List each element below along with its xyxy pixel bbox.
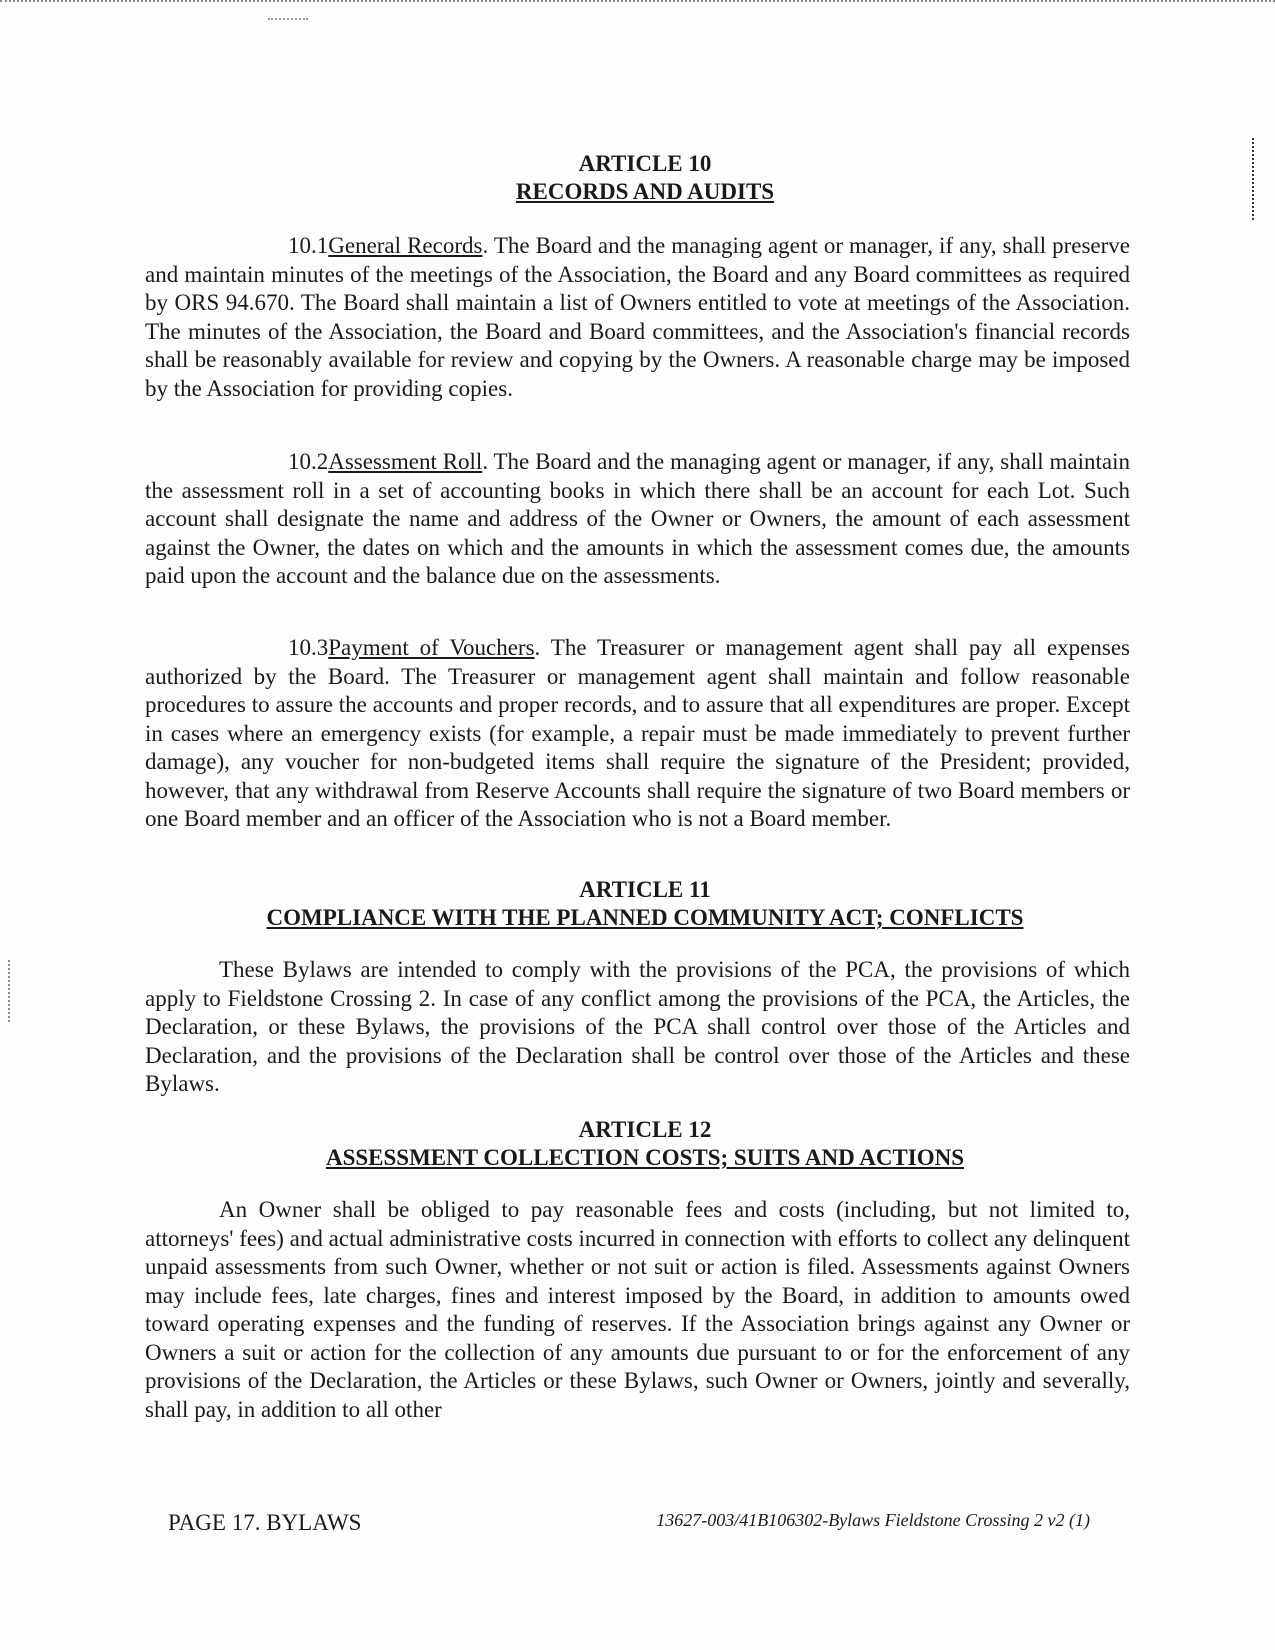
section-10-2-text: . The Board and the managing agent or manager, if any, shall maintain the assessment roll in a set of accounting books in which there shall be an account for each Lot. Such account shall designate the name and address of the Owner or Owners, the amount of each assessment against the Owner, the dates on which and the amounts in which the assessment comes due, the amounts paid upon the account and the balance due on the assessments. — [145, 449, 1130, 588]
section-10-1-text: . The Board and the managing agent or manager, if any, shall preserve and maintain minutes of the meetings of the Association, the Board and any Board committees as required by ORS 94.670. The Board shall maintain a list of Owners entitled to vote at meetings of the Association. The minutes of the Association, the Board and Board committees, and the Association's financial records shall be reasonably available for review and copying by the Owners. A reasonable charge may be imposed by the Association for providing copies. — [145, 233, 1131, 401]
section-10-2-title: Assessment Roll — [328, 449, 483, 474]
section-10-2 — [145, 448, 1130, 591]
scan-artifact-left — [8, 960, 12, 1022]
scan-artifact-top-mark — [268, 18, 308, 22]
section-10-3-number: 10.3 — [288, 635, 329, 660]
section-10-1-number: 10.1 — [288, 233, 329, 258]
article-10-heading — [145, 150, 1145, 206]
footer-page-label: PAGE 17. BYLAWS — [168, 1510, 362, 1535]
section-10-3-title: Payment of Vouchers — [328, 635, 535, 660]
article-11-number: ARTICLE 11 — [579, 877, 711, 902]
article-12-title: ASSESSMENT COLLECTION COSTS; SUITS AND ACTIONS — [325, 1145, 965, 1170]
article-12-text: An Owner shall be obliged to pay reasonable fees and costs (including, but not limited to, attorneys' fees) and actual administrative costs incurred in connection with efforts to collect any delinquent unpaid assessments from such Owner, whether or not suit or action is filed. Assessments against Owners may include fees, late charges, fines and interest imposed by the Board, in addition to amounts owed toward operating expenses and the funding of reserves. If the Association brings against any Owner or Owners a suit or action for the collection of any amounts due pursuant to or for the enforcement of any provisions of the Declaration, the Articles or these Bylaws, such Owner or Owners, jointly and severally, shall pay, in addition to all other — [145, 1197, 1130, 1422]
article-10-number: ARTICLE 10 — [578, 151, 712, 176]
section-10-3 — [145, 634, 1130, 834]
article-11-text: These Bylaws are intended to comply with the provisions of the PCA, the provisions of which apply to Fieldstone Crossing 2. In case of any conflict among the provisions of the PCA, the Articles, the Declaration, or these Bylaws, the provisions of the PCA shall control over those of the Articles and Declaration, and the provisions of the Declaration shall be control over those of the Articles and these Bylaws. — [145, 957, 1130, 1096]
section-10-2-number: 10.2 — [288, 449, 329, 474]
article-10-title: RECORDS AND AUDITS — [515, 179, 775, 204]
article-12-heading — [145, 1116, 1145, 1172]
article-11-heading — [145, 876, 1145, 932]
section-10-1-title: General Records — [328, 233, 483, 258]
article-11-title: COMPLIANCE WITH THE PLANNED COMMUNITY ACT; CONFLICTS — [266, 905, 1024, 930]
scan-artifact-right — [1252, 138, 1257, 220]
section-10-3-text: . The Treasurer or management agent shall pay all expenses authorized by the Board. The Treasurer or management agent shall maintain and follow reasonable procedures to assure the accounts and proper records, and to assure that all expenditures are proper. Except in cases where an emergency exists (for example, a repair must be made immediately to prevent further damage), any voucher for non-budgeted items shall require the signature of the President; provided, however, that any withdrawal from Reserve Accounts shall require the signature of two Board members or one Board member and an officer of the Association who is not a Board member. — [145, 635, 1130, 831]
section-10-1 — [145, 232, 1130, 403]
article-12-body — [145, 1196, 1130, 1424]
scan-artifact-top — [0, 0, 1275, 10]
footer-document-reference: 13627-003/41B106302-Bylaws Fieldstone Crossing 2 v2 (1) — [656, 1510, 1090, 1530]
article-12-number: ARTICLE 12 — [578, 1117, 712, 1142]
article-11-body — [145, 956, 1130, 1099]
